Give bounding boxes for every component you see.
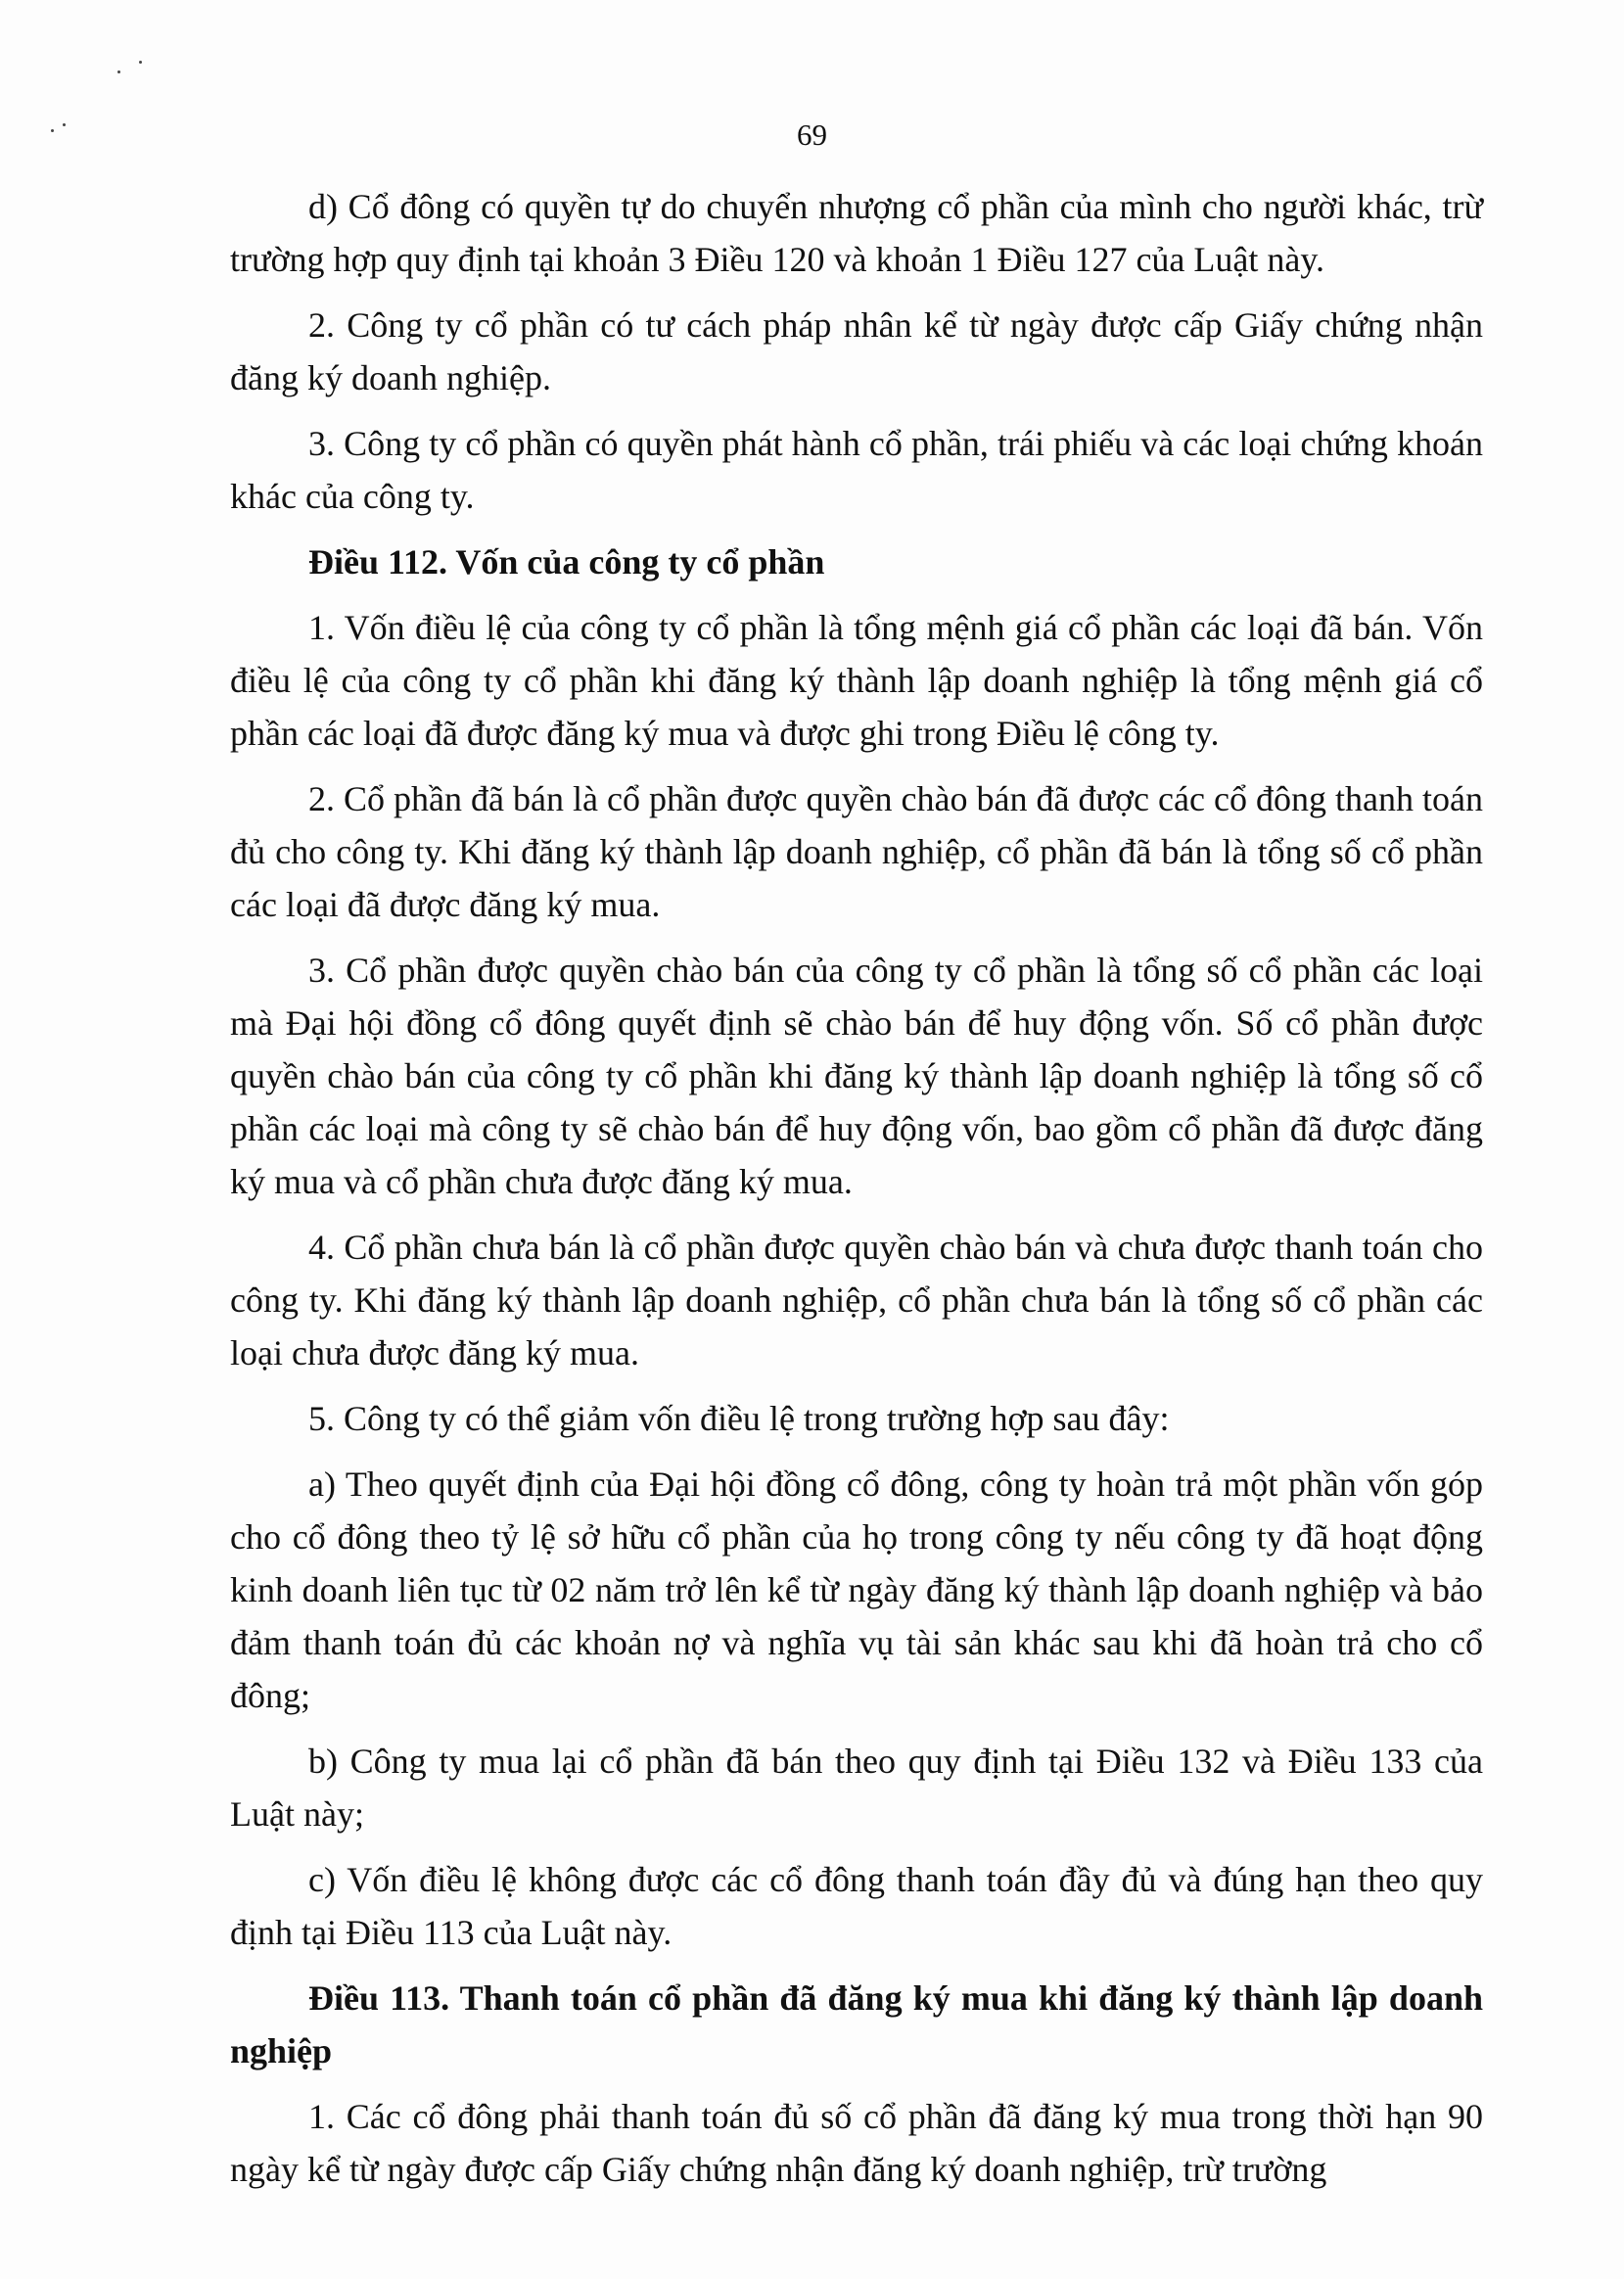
article-112-clause-5c: c) Vốn điều lệ không được các cổ đông thanh toán đầy đủ và đúng hạn theo quy định tại Điều 113 của Luật này. [230, 1860, 1483, 1952]
paragraph-clause-d: d) Cổ đông có quyền tự do chuyển nhượng cổ phần của mình cho người khác, trừ trường hợp quy định tại khoản 3 Điều 120 và khoản 1 Điều 127 của Luật này. [230, 187, 1483, 279]
article-112-clause-5b: b) Công ty mua lại cổ phần đã bán theo quy định tại Điều 132 và Điều 133 của Luật này; [230, 1742, 1483, 1834]
article-113-clause-1: 1. Các cổ đông phải thanh toán đủ số cổ phần đã đăng ký mua trong thời hạn 90 ngày kể từ ngày được cấp Giấy chứng nhận đăng ký doanh nghiệp, trừ trường [230, 2097, 1483, 2189]
article-113-heading: Điều 113. Thanh toán cổ phần đã đăng ký mua khi đăng ký thành lập doanh nghiệp [230, 1978, 1483, 2070]
scan-speck [139, 61, 142, 64]
document-body [230, 180, 1483, 2209]
page-number: 69 [797, 117, 827, 152]
article-112-clause-4: 4. Cổ phần chưa bán là cổ phần được quyền chào bán và chưa được thanh toán cho công ty. Khi đăng ký thành lập doanh nghiệp, cổ phần chưa bán là tổng số cổ phần các loại chưa được đăng ký mua. [230, 1228, 1483, 1372]
article-112-clause-5: 5. Công ty có thể giảm vốn điều lệ trong trường hợp sau đây: [308, 1399, 1170, 1438]
paragraph-clause-3: 3. Công ty cổ phần có quyền phát hành cổ phần, trái phiếu và các loại chứng khoán khác của công ty. [230, 424, 1483, 516]
article-112-clause-1: 1. Vốn điều lệ của công ty cổ phần là tổng mệnh giá cổ phần các loại đã bán. Vốn điều lệ của công ty cổ phần khi đăng ký thành lập doanh nghiệp là tổng mệnh giá cổ phần các loại đã được đăng ký mua và được ghi trong Điều lệ công ty. [230, 608, 1483, 753]
article-112-clause-3: 3. Cổ phần được quyền chào bán của công ty cổ phần là tổng số cổ phần các loại mà Đại hội đồng cổ đông quyết định sẽ chào bán để huy động vốn. Số cổ phần được quyền chào bán của công ty cổ phần khi đăng ký thành lập doanh nghiệp là tổng số cổ phần các loại mà công ty sẽ chào bán để huy động vốn, bao gồm cổ phần đã được đăng ký mua và cổ phần chưa được đăng ký mua. [230, 951, 1483, 1201]
article-112-clause-5a: a) Theo quyết định của Đại hội đồng cổ đông, công ty hoàn trả một phần vốn góp cho cổ đông theo tỷ lệ sở hữu cổ phần của họ trong công ty nếu công ty đã hoạt động kinh doanh liên tục từ 02 năm trở lên kể từ ngày đăng ký thành lập doanh nghiệp và bảo đảm thanh toán đủ các khoản nợ và nghĩa vụ tài sản khác sau khi đã hoàn trả cho cổ đông; [230, 1465, 1483, 1715]
article-112-clause-2: 2. Cổ phần đã bán là cổ phần được quyền chào bán đã được các cổ đông thanh toán đủ cho công ty. Khi đăng ký thành lập doanh nghiệp, cổ phần đã bán là tổng số cổ phần các loại đã được đăng ký mua. [230, 779, 1483, 924]
scan-speck [117, 70, 120, 73]
article-112-heading: Điều 112. Vốn của công ty cổ phần [308, 542, 825, 581]
paragraph-clause-2: 2. Công ty cổ phần có tư cách pháp nhân kể từ ngày được cấp Giấy chứng nhận đăng ký doanh nghiệp. [230, 305, 1483, 397]
